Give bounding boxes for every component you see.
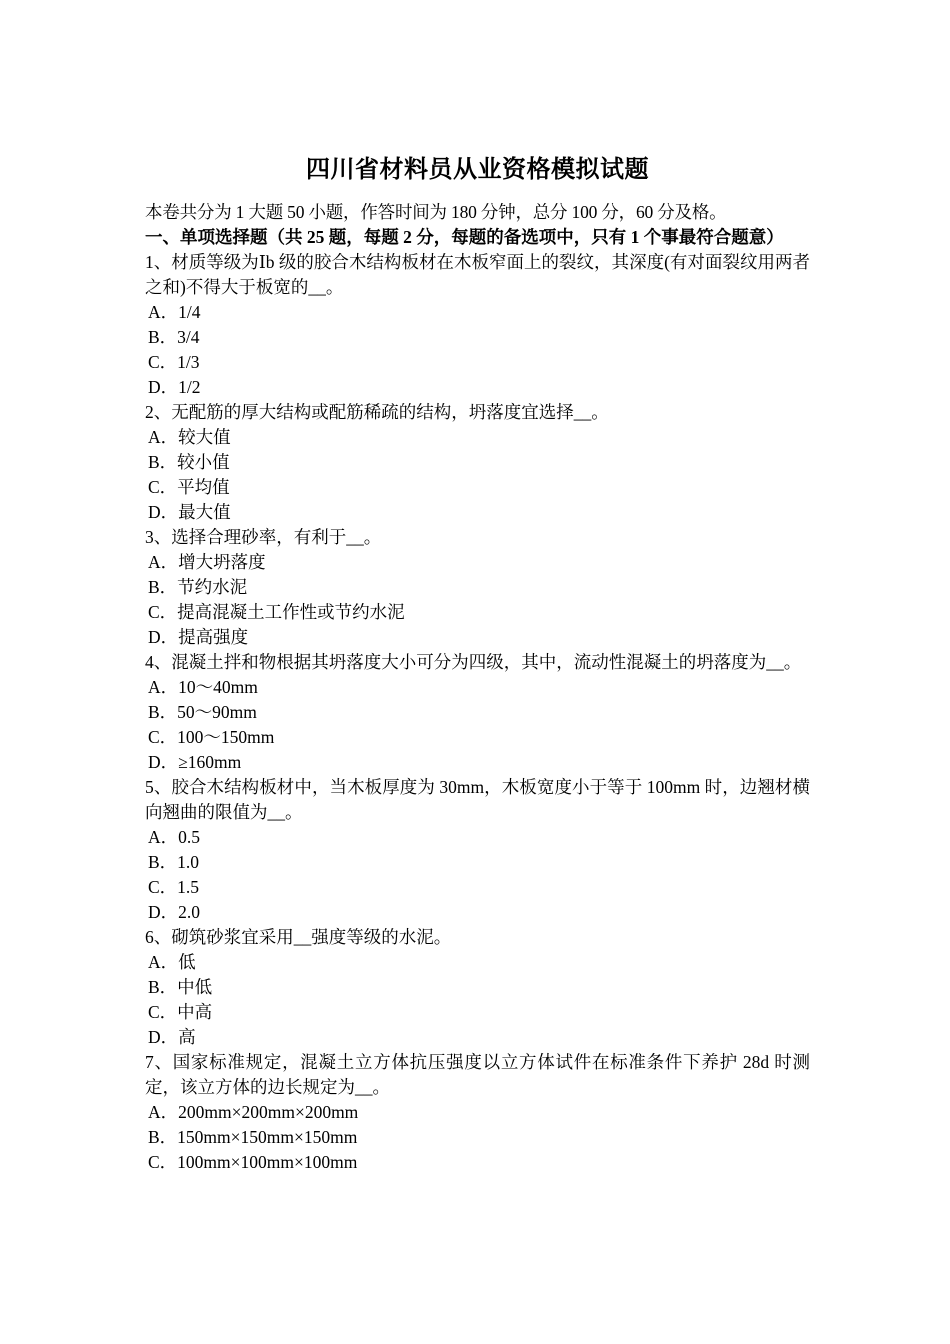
document-title: 四川省材料员从业资格模拟试题 (306, 157, 649, 183)
question-7 (145, 1050, 810, 1175)
option-b: B．节约水泥 (148, 577, 248, 597)
option-d: D．提高强度 (148, 627, 249, 647)
question-stem: 6、砌筑砂浆宜采用__强度等级的水泥。 (145, 927, 452, 947)
option-b: B．中低 (148, 977, 213, 997)
option-a: A．较大值 (148, 427, 231, 447)
option-a: A．200mm×200mm×200mm (148, 1102, 359, 1122)
option-d: D．1/2 (148, 377, 201, 397)
option-a: A．1/4 (148, 302, 201, 322)
option-d: D．高 (148, 1027, 196, 1047)
option-b: B．3/4 (148, 327, 200, 347)
document-page (145, 152, 810, 1175)
exam-intro: 本卷共分为 1 大题 50 小题，作答时间为 180 分钟，总分 100 分，60 分及格。 (145, 202, 727, 222)
option-b: B．150mm×150mm×150mm (148, 1127, 358, 1147)
question-stem: 5、胶合木结构板材中，当木板厚度为 30mm，木板宽度小于等于 100mm 时，边翘材横向翘曲的限值为__。 (145, 777, 810, 822)
question-1 (145, 250, 810, 400)
option-c: C．1/3 (148, 352, 200, 372)
option-c: C．平均值 (148, 477, 230, 497)
question-4 (145, 650, 810, 775)
question-stem: 1、材质等级为Ⅰb 级的胶合木结构板材在木板窄面上的裂纹，其深度(有对面裂纹用两者之和)不得大于板宽的__。 (145, 252, 810, 297)
option-a: A．10～40mm (148, 677, 258, 697)
section-heading: 一、单项选择题（共 25 题，每题 2 分，每题的备选项中，只有 1 个事最符合题意） (145, 227, 784, 247)
option-c: C．100～150mm (148, 727, 275, 747)
option-c: C．100mm×100mm×100mm (148, 1152, 358, 1172)
option-a: A．增大坍落度 (148, 552, 266, 572)
option-b: B．较小值 (148, 452, 230, 472)
option-a: A．低 (148, 952, 196, 972)
question-3 (145, 525, 810, 650)
question-stem: 7、国家标准规定，混凝土立方体抗压强度以立方体试件在标准条件下养护 28d 时测定，该立方体的边长规定为__。 (145, 1052, 810, 1097)
option-b: B．50～90mm (148, 702, 257, 722)
option-d: D．≥160mm (148, 752, 242, 772)
option-c: C．1.5 (148, 877, 200, 897)
question-stem: 3、选择合理砂率，有利于__。 (145, 527, 382, 547)
question-5 (145, 775, 810, 925)
option-a: A．0.5 (148, 827, 201, 847)
question-6 (145, 925, 810, 1050)
question-stem: 4、混凝土拌和物根据其坍落度大小可分为四级，其中，流动性混凝土的坍落度为__。 (145, 652, 802, 672)
option-d: D．2.0 (148, 902, 201, 922)
option-c: C．提高混凝土工作性或节约水泥 (148, 602, 405, 622)
question-2 (145, 400, 810, 525)
option-b: B．1.0 (148, 852, 200, 872)
option-d: D．最大值 (148, 502, 231, 522)
option-c: C．中高 (148, 1002, 213, 1022)
question-stem: 2、无配筋的厚大结构或配筋稀疏的结构，坍落度宜选择__。 (145, 402, 609, 422)
question-list (145, 250, 810, 1175)
